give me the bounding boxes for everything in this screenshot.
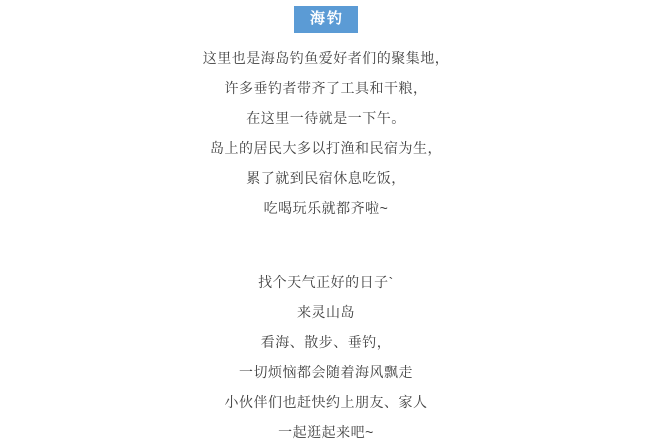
- text-line: 找个天气正好的日子`: [258, 273, 394, 290]
- text-line: 累了就到民宿休息吃饭，: [246, 169, 406, 186]
- text-line: 小伙伴们也赶快约上朋友、家人: [224, 393, 428, 410]
- text-line: 来灵山岛: [297, 303, 355, 320]
- text-line: 一起逛起来吧~: [278, 423, 374, 440]
- text-line: 在这里一待就是一下午。: [246, 109, 406, 126]
- stanza-one: [0, 43, 652, 223]
- text-line: 许多垂钓者带齐了工具和干粮，: [224, 79, 428, 96]
- page-title: 海钓: [294, 6, 358, 33]
- text-line: 岛上的居民大多以打渔和民宿为生，: [210, 139, 442, 156]
- stanza-spacer: [0, 223, 652, 267]
- text-line: 这里也是海岛钓鱼爱好者们的聚集地，: [202, 49, 450, 66]
- text-line: 看海、散步、垂钓，: [260, 333, 392, 350]
- stanza-two: [0, 267, 652, 447]
- title-container: [0, 6, 652, 33]
- text-line: 吃喝玩乐就都齐啦~: [263, 199, 389, 216]
- text-line: 一切烦恼都会随着海风飘走: [239, 363, 413, 380]
